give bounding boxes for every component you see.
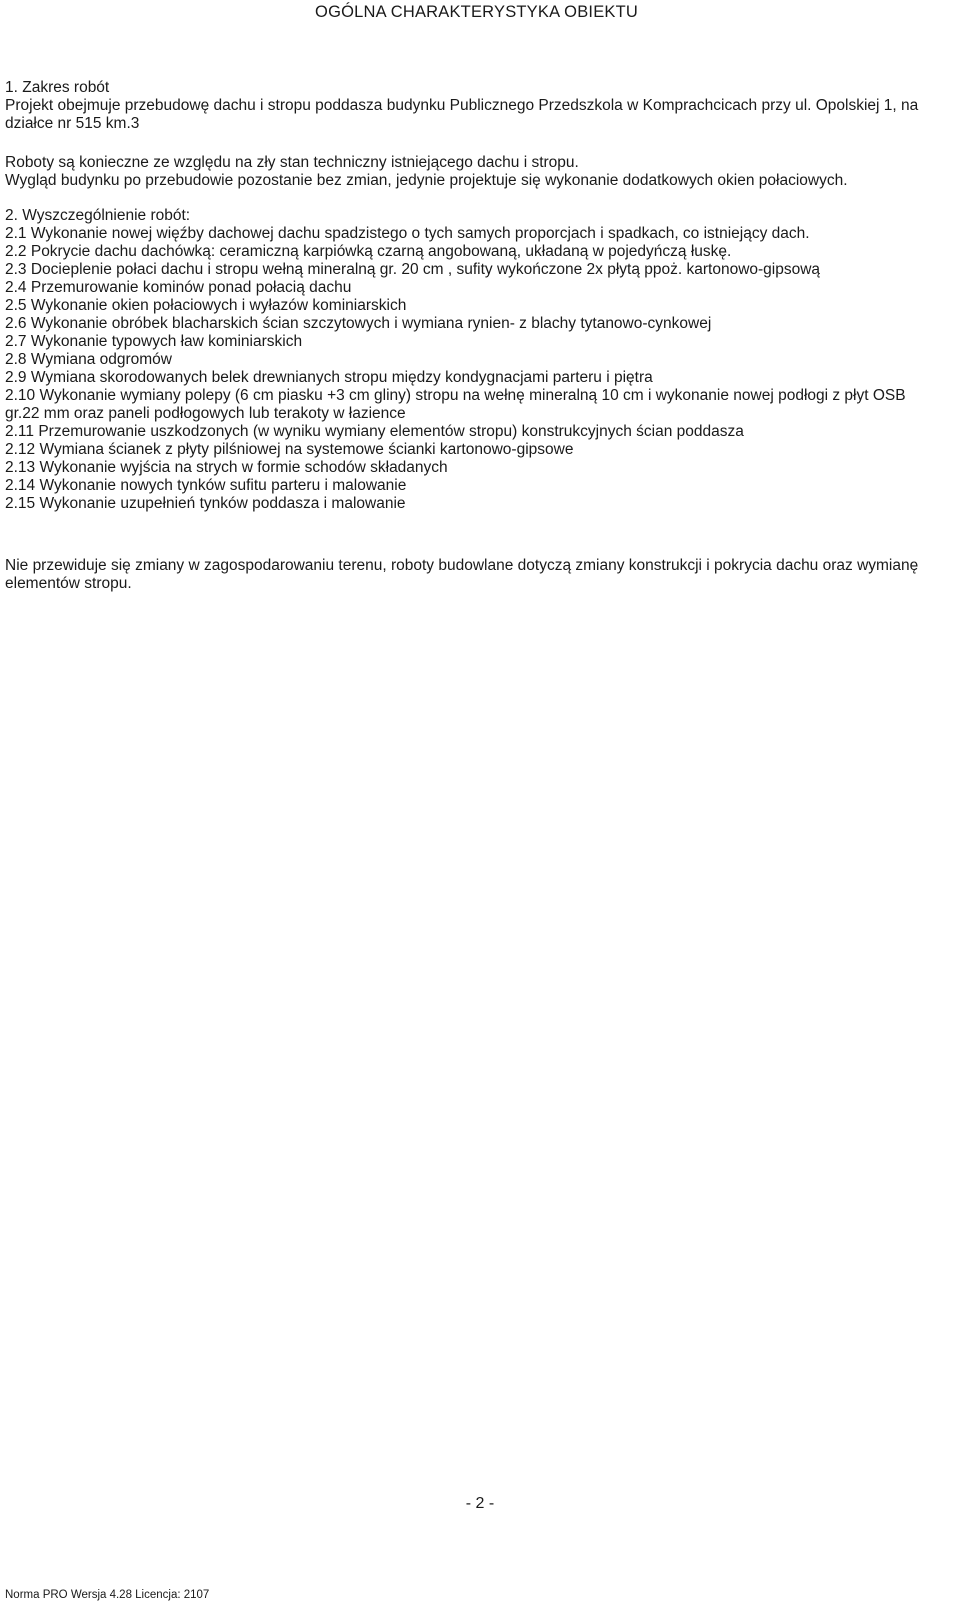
work-item: 2.3 Docieplenie połaci dachu i stropu wełną mineralną gr. 20 cm , sufity wykończone 2x płytą ppoż. kartonowo-gipsową <box>5 261 821 278</box>
work-item: 2.5 Wykonanie okien połaciowych i wyłazów kominiarskich <box>5 297 407 314</box>
note-paragraph: Nie przewiduje się zmiany w zagospodarowaniu terenu, roboty budowlane dotyczą zmiany konstrukcji i pokrycia dachu oraz wymianę elementów stropu. <box>5 557 919 592</box>
scope-heading: 1. Zakres robót <box>5 79 110 96</box>
work-item: 2.8 Wymiana odgromów <box>5 351 172 368</box>
reason-line: Roboty są konieczne ze względu na zły stan techniczny istniejącego dachu i stropu. <box>5 154 579 171</box>
work-item: 2.12 Wymiana ścianek z płyty pilśniowej na systemowe ścianki kartonowo-gipsowe <box>5 441 574 458</box>
work-item: 2.11 Przemurowanie uszkodzonych (w wyniku wymiany elementów stropu) konstrukcyjnych ścian poddasza <box>5 423 744 440</box>
work-item: 2.6 Wykonanie obróbek blacharskich ścian szczytowych i wymiana rynien- z blachy tytanowo-cynkowej <box>5 315 712 332</box>
footer-license: Norma PRO Wersja 4.28 Licencja: 2107 <box>5 1589 210 1601</box>
scope-section <box>5 79 935 133</box>
note-section <box>5 557 935 593</box>
page-number: - 2 - <box>465 1495 495 1512</box>
works-heading: 2. Wyszczególnienie robót: <box>5 207 191 224</box>
scope-paragraph: Projekt obejmuje przebudowę dachu i stropu poddasza budynku Publicznego Przedszkola w Komprachcicach przy ul. Opolskiej 1, na działce nr 515 km.3 <box>5 97 919 132</box>
reason-line: Wygląd budynku po przebudowie pozostanie bez zmian, jedynie projektuje się wykonanie dodatkowych okien połaciowych. <box>5 172 848 189</box>
reason-section <box>5 154 935 190</box>
work-item: 2.2 Pokrycie dachu dachówką: ceramiczną karpiówką czarną angobowaną, układaną w pojedyńczą łuskę. <box>5 243 732 260</box>
work-item: 2.9 Wymiana skorodowanych belek drewnianych stropu między kondygnacjami parteru i piętra <box>5 369 653 386</box>
work-item: 2.13 Wykonanie wyjścia na strych w formie schodów składanych <box>5 459 448 476</box>
document-title: OGÓLNA CHARAKTERYSTYKA OBIEKTU <box>315 3 638 21</box>
works-section <box>5 207 935 513</box>
work-item: 2.15 Wykonanie uzupełnień tynków poddasza i malowanie <box>5 495 406 512</box>
work-item: 2.14 Wykonanie nowych tynków sufitu parteru i malowanie <box>5 477 407 494</box>
work-item: 2.10 Wykonanie wymiany polepy (6 cm piasku +3 cm gliny) stropu na wełnę mineralną 10 cm i wykonanie nowej podłogi z płyt OSB gr.22 mm oraz paneli podłogowych lub terakoty w łazience <box>5 387 906 422</box>
work-item: 2.7 Wykonanie typowych ław kominiarskich <box>5 333 303 350</box>
work-item: 2.4 Przemurowanie kominów ponad połacią dachu <box>5 279 352 296</box>
work-item: 2.1 Wykonanie nowej więźby dachowej dachu spadzistego o tych samych proporcjach i spadkach, co istniejący dach. <box>5 225 810 242</box>
